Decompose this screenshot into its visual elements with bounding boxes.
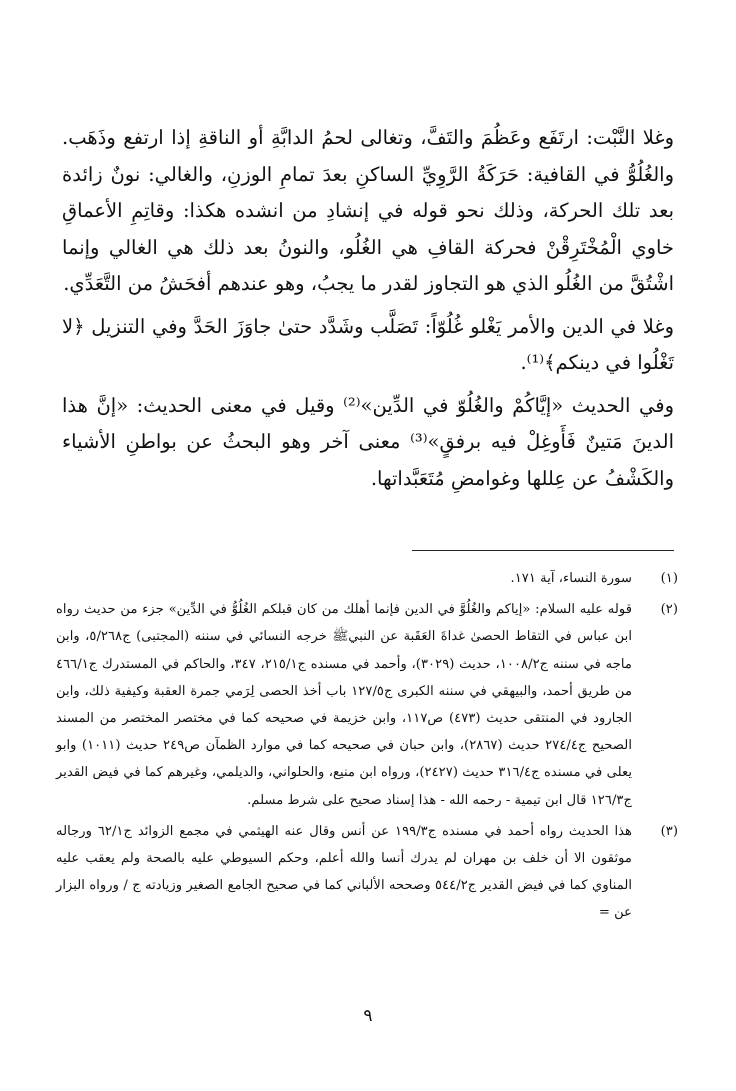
- page-number: ٩: [363, 1006, 373, 1026]
- footnote-number: (٣): [660, 823, 678, 839]
- footnote-text: هذا الحديث رواه أحمد في مسنده ج١٩٩/٣ عن أنس وقال عنه الهيثمي في مجمع الزوائد ج٦٢/١ ورجاله موثقون الا أن خلف بن مهران لم يدرك أنسا والله أعلم، وحكم السيوطي عليه بالصحة ولم يعقب عليه المناوي كما في فيض القدير ج٥٤٤/٢ وصححه الألباني كما في صحيح الجامع الصغير وزيادته ج / ورواه البزار عن =: [56, 823, 633, 921]
- paragraph-1: وغلا النَّبْت: ارتَفَع وعَظُمَ والتَفَّ، وتغالى لحمُ الدابَّةِ أو الناقةِ إذا ارتفع وذَهَب. والغُلُوُّ في القافية: حَرَكَةُ الرَّوِيِّ الساكنِ بعدَ تمامِ الوزنِ، والغالي: نونٌ زائدة بعد تلك الحركة، وذلك نحو قوله في إنشادِ من انشده هكذا: وقاتِمِ الأعماقِ خاوي الْمُخْتَرِقْنْ فحركة القافِ هي الغُلُو، والنونُ بعد ذلك هي الغالي وإنما اشْتُقَّ من الغُلُو الذي هو التجاوز لقدر ما يجبُ، وهو عندهم أفحَشُ من التَّعَدِّي.: [62, 126, 674, 295]
- paragraph-3: وفي الحديث «إيَّاكُمْ والغُلُوّ في الدِّين»⁽²⁾ وقيل في معنى الحديث: «إنَّ هذا الدينَ مَتينٌ فَأَوغِلْ فيه برفقٍ»⁽³⁾ معنى آخر وهو البحثُ عن بواطنِ الأشياء والكَشْفُ عن عِللها وغوامضِ مُتَعَبَّداتها.: [62, 393, 674, 490]
- footnote-text: سورة النساء، آية ١٧١.: [510, 571, 632, 586]
- footnote-text: قوله عليه السلام: «إياكم والغُلُوَّ في الدين فإنما أهلك من كان قبلكم الغُلُوُّ في الدِّين» جزء من حديث رواه ابن عباس في التقاط الحصىٰ غداةَ العَقَبة عن النبيﷺ خرجه النسائي في سننه (المجتبى) ج٥/٢٦٨، وابن ماجه في سننه ج١٠٠٨/٢، حديث (٣٠٢٩)، وأحمد في مسنده ج٢١٥/١، ٣٤٧، والحاكم في المستدرك ج٤٦٦/١ من طريق أحمد، والبيهقي في سننه الكبرى ج١٢٧/٥ باب أخذ الحصى لِرَمي جمرة العقبة وكيفية ذلك، وابن الجارود في المنتقى حديث (٤٧٣) ص١١٧، وابن خزيمة في صحيحه كما في مختصر المختصر من المسند الصحيح ج٢٧٤/٤ حديث (٢٨٦٧)، وابن حبان في صحيحه كما في موارد الظمآن ص٢٤٩ حديث (١٠١١) وابو يعلى في مسنده ج٣١٦/٤ حديث (٢٤٢٧)، ورواه ابن منيع، والحلواني، والديلمي، وغيرهم كما في فيض القدير ج١٢٦/٣ قال ابن تيمية - رحمه الله - هذا إسناد صحيح على شرط مسلم.: [56, 602, 633, 808]
- footnote-1: [56, 565, 678, 592]
- footnote-number: (١): [660, 571, 678, 586]
- paragraph-2: وغلا في الدين والأمر يَغْلو غُلُوّاً: تَصَلَّب وشَدَّد حتىٰ جاوَزَ الحَدَّ وفي التنزيل ﴿لا تَغْلُوا في دينكم﴾⁽¹⁾.: [62, 314, 674, 374]
- footnote-number: (٢): [660, 602, 678, 618]
- main-text: [62, 120, 674, 503]
- footnote-2: [56, 596, 678, 814]
- footnote-3: [56, 818, 678, 927]
- footnotes: [56, 565, 678, 931]
- footnote-separator: [412, 550, 674, 551]
